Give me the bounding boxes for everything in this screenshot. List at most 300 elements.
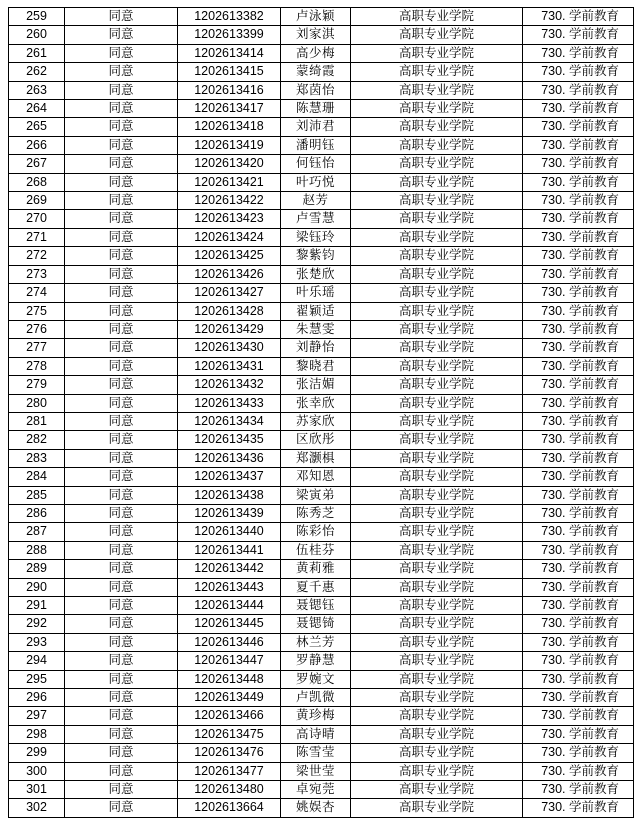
student-name-cell: 夏千惠 [281,578,351,596]
student-name-cell: 黄莉雅 [281,560,351,578]
table-row [9,762,634,780]
row-number-cell: 267 [9,155,65,173]
approval-status-cell: 同意 [65,762,178,780]
row-number-cell: 301 [9,781,65,799]
student-name-cell: 林兰芳 [281,633,351,651]
approval-status-cell: 同意 [65,744,178,762]
row-number-cell: 265 [9,118,65,136]
college-cell: 高职专业学院 [351,81,523,99]
table-row [9,228,634,246]
student-id-cell: 1202613477 [178,762,281,780]
student-name-cell: 郑茵怡 [281,81,351,99]
row-number-cell: 289 [9,560,65,578]
table-body [9,8,634,818]
student-id-cell: 1202613435 [178,431,281,449]
college-cell: 高职专业学院 [351,210,523,228]
table-row [9,633,634,651]
student-id-cell: 1202613434 [178,412,281,430]
table-row [9,412,634,430]
student-id-cell: 1202613438 [178,486,281,504]
table-row [9,597,634,615]
college-cell: 高职专业学院 [351,247,523,265]
student-id-cell: 1202613414 [178,44,281,62]
major-cell: 730. 学前教育 [523,320,634,338]
college-cell: 高职专业学院 [351,707,523,725]
major-cell: 730. 学前教育 [523,210,634,228]
college-cell: 高职专业学院 [351,615,523,633]
student-name-cell: 刘家淇 [281,26,351,44]
table-row [9,265,634,283]
table-row [9,781,634,799]
student-id-cell: 1202613427 [178,284,281,302]
student-name-cell: 聂锶锜 [281,615,351,633]
table-row [9,44,634,62]
student-id-cell: 1202613443 [178,578,281,596]
approval-status-cell: 同意 [65,412,178,430]
college-cell: 高职专业学院 [351,762,523,780]
major-cell: 730. 学前教育 [523,689,634,707]
approval-status-cell: 同意 [65,504,178,522]
college-cell: 高职专业学院 [351,339,523,357]
student-id-cell: 1202613432 [178,376,281,394]
table-row [9,8,634,26]
table-row [9,210,634,228]
row-number-cell: 286 [9,504,65,522]
college-cell: 高职专业学院 [351,689,523,707]
college-cell: 高职专业学院 [351,744,523,762]
row-number-cell: 293 [9,633,65,651]
student-name-cell: 刘静怡 [281,339,351,357]
college-cell: 高职专业学院 [351,578,523,596]
college-cell: 高职专业学院 [351,449,523,467]
approval-status-cell: 同意 [65,100,178,118]
major-cell: 730. 学前教育 [523,100,634,118]
student-name-cell: 罗静慧 [281,652,351,670]
college-cell: 高职专业学院 [351,376,523,394]
approval-status-cell: 同意 [65,357,178,375]
college-cell: 高职专业学院 [351,265,523,283]
college-cell: 高职专业学院 [351,799,523,817]
student-id-cell: 1202613431 [178,357,281,375]
student-name-cell: 高诗晴 [281,725,351,743]
student-name-cell: 郑灏椇 [281,449,351,467]
approval-status-cell: 同意 [65,26,178,44]
table-row [9,247,634,265]
student-name-cell: 叶乐瑶 [281,284,351,302]
student-id-cell: 1202613436 [178,449,281,467]
approval-status-cell: 同意 [65,689,178,707]
student-name-cell: 苏家欣 [281,412,351,430]
student-name-cell: 伍桂芬 [281,541,351,559]
student-name-cell: 聂锶钰 [281,597,351,615]
row-number-cell: 266 [9,136,65,154]
row-number-cell: 279 [9,376,65,394]
major-cell: 730. 学前教育 [523,376,634,394]
student-id-cell: 1202613416 [178,81,281,99]
major-cell: 730. 学前教育 [523,247,634,265]
table-row [9,376,634,394]
approval-status-cell: 同意 [65,376,178,394]
college-cell: 高职专业学院 [351,63,523,81]
row-number-cell: 261 [9,44,65,62]
college-cell: 高职专业学院 [351,412,523,430]
table-row [9,63,634,81]
approval-status-cell: 同意 [65,339,178,357]
student-id-cell: 1202613430 [178,339,281,357]
college-cell: 高职专业学院 [351,192,523,210]
college-cell: 高职专业学院 [351,228,523,246]
row-number-cell: 280 [9,394,65,412]
approval-status-cell: 同意 [65,173,178,191]
approval-status-cell: 同意 [65,8,178,26]
approval-status-cell: 同意 [65,228,178,246]
college-cell: 高职专业学院 [351,26,523,44]
row-number-cell: 263 [9,81,65,99]
approval-status-cell: 同意 [65,81,178,99]
approval-status-cell: 同意 [65,725,178,743]
major-cell: 730. 学前教育 [523,228,634,246]
row-number-cell: 259 [9,8,65,26]
major-cell: 730. 学前教育 [523,615,634,633]
table-row [9,81,634,99]
student-name-cell: 黎晓君 [281,357,351,375]
student-name-cell: 潘明钰 [281,136,351,154]
table-row [9,523,634,541]
approval-status-cell: 同意 [65,63,178,81]
row-number-cell: 294 [9,652,65,670]
row-number-cell: 268 [9,173,65,191]
row-number-cell: 282 [9,431,65,449]
approval-status-cell: 同意 [65,799,178,817]
table-row [9,689,634,707]
major-cell: 730. 学前教育 [523,725,634,743]
college-cell: 高职专业学院 [351,597,523,615]
approval-status-cell: 同意 [65,652,178,670]
approval-status-cell: 同意 [65,44,178,62]
major-cell: 730. 学前教育 [523,8,634,26]
major-cell: 730. 学前教育 [523,486,634,504]
major-cell: 730. 学前教育 [523,633,634,651]
student-id-cell: 1202613437 [178,468,281,486]
major-cell: 730. 学前教育 [523,762,634,780]
student-id-cell: 1202613441 [178,541,281,559]
table-row [9,744,634,762]
table-row [9,284,634,302]
approval-status-cell: 同意 [65,670,178,688]
approval-status-cell: 同意 [65,615,178,633]
major-cell: 730. 学前教育 [523,284,634,302]
approval-status-cell: 同意 [65,118,178,136]
student-name-cell: 梁世莹 [281,762,351,780]
approval-status-cell: 同意 [65,394,178,412]
student-id-cell: 1202613417 [178,100,281,118]
major-cell: 730. 学前教育 [523,192,634,210]
row-number-cell: 269 [9,192,65,210]
student-id-cell: 1202613420 [178,155,281,173]
college-cell: 高职专业学院 [351,486,523,504]
student-id-cell: 1202613423 [178,210,281,228]
student-name-cell: 叶巧悦 [281,173,351,191]
approval-status-cell: 同意 [65,541,178,559]
student-id-cell: 1202613449 [178,689,281,707]
row-number-cell: 295 [9,670,65,688]
table-row [9,431,634,449]
major-cell: 730. 学前教育 [523,707,634,725]
college-cell: 高职专业学院 [351,523,523,541]
student-id-cell: 1202613475 [178,725,281,743]
student-name-cell: 梁钰玲 [281,228,351,246]
table-row [9,504,634,522]
row-number-cell: 277 [9,339,65,357]
student-id-cell: 1202613447 [178,652,281,670]
student-name-cell: 张楚欣 [281,265,351,283]
student-name-cell: 翟颖适 [281,302,351,320]
student-name-cell: 黎紫钧 [281,247,351,265]
student-id-cell: 1202613442 [178,560,281,578]
college-cell: 高职专业学院 [351,8,523,26]
approval-status-cell: 同意 [65,302,178,320]
student-name-cell: 罗婉文 [281,670,351,688]
major-cell: 730. 学前教育 [523,173,634,191]
student-id-cell: 1202613476 [178,744,281,762]
student-name-cell: 陈秀芝 [281,504,351,522]
row-number-cell: 272 [9,247,65,265]
college-cell: 高职专业学院 [351,541,523,559]
college-cell: 高职专业学院 [351,357,523,375]
major-cell: 730. 学前教育 [523,799,634,817]
major-cell: 730. 学前教育 [523,339,634,357]
college-cell: 高职专业学院 [351,725,523,743]
table-row [9,155,634,173]
row-number-cell: 291 [9,597,65,615]
approval-status-cell: 同意 [65,192,178,210]
table-row [9,615,634,633]
college-cell: 高职专业学院 [351,781,523,799]
approval-status-cell: 同意 [65,449,178,467]
major-cell: 730. 学前教育 [523,541,634,559]
student-id-cell: 1202613440 [178,523,281,541]
row-number-cell: 287 [9,523,65,541]
row-number-cell: 297 [9,707,65,725]
student-id-cell: 1202613419 [178,136,281,154]
major-cell: 730. 学前教育 [523,412,634,430]
major-cell: 730. 学前教育 [523,357,634,375]
row-number-cell: 300 [9,762,65,780]
student-id-cell: 1202613382 [178,8,281,26]
approval-status-cell: 同意 [65,707,178,725]
major-cell: 730. 学前教育 [523,63,634,81]
row-number-cell: 278 [9,357,65,375]
student-name-cell: 陈雪莹 [281,744,351,762]
student-name-cell: 邓知恩 [281,468,351,486]
approval-status-cell: 同意 [65,210,178,228]
approval-status-cell: 同意 [65,578,178,596]
student-id-cell: 1202613439 [178,504,281,522]
student-id-cell: 1202613433 [178,394,281,412]
major-cell: 730. 学前教育 [523,265,634,283]
approval-status-cell: 同意 [65,633,178,651]
table-row [9,192,634,210]
approval-status-cell: 同意 [65,560,178,578]
college-cell: 高职专业学院 [351,173,523,191]
approval-status-cell: 同意 [65,431,178,449]
major-cell: 730. 学前教育 [523,431,634,449]
row-number-cell: 271 [9,228,65,246]
approval-status-cell: 同意 [65,468,178,486]
student-name-cell: 张幸欣 [281,394,351,412]
student-name-cell: 刘沛君 [281,118,351,136]
student-id-cell: 1202613480 [178,781,281,799]
table-row [9,578,634,596]
student-name-cell: 卢凯微 [281,689,351,707]
approval-status-cell: 同意 [65,247,178,265]
row-number-cell: 285 [9,486,65,504]
table-row [9,670,634,688]
student-id-cell: 1202613428 [178,302,281,320]
table-row [9,652,634,670]
college-cell: 高职专业学院 [351,118,523,136]
major-cell: 730. 学前教育 [523,26,634,44]
approval-status-cell: 同意 [65,136,178,154]
student-id-cell: 1202613425 [178,247,281,265]
student-id-cell: 1202613446 [178,633,281,651]
major-cell: 730. 学前教育 [523,394,634,412]
row-number-cell: 260 [9,26,65,44]
approval-status-cell: 同意 [65,523,178,541]
student-id-cell: 1202613664 [178,799,281,817]
row-number-cell: 276 [9,320,65,338]
row-number-cell: 262 [9,63,65,81]
college-cell: 高职专业学院 [351,394,523,412]
student-name-cell: 姚娱杏 [281,799,351,817]
row-number-cell: 273 [9,265,65,283]
student-id-cell: 1202613426 [178,265,281,283]
student-name-cell: 黄珍梅 [281,707,351,725]
student-id-cell: 1202613421 [178,173,281,191]
major-cell: 730. 学前教育 [523,560,634,578]
major-cell: 730. 学前教育 [523,781,634,799]
major-cell: 730. 学前教育 [523,504,634,522]
table-row [9,320,634,338]
row-number-cell: 275 [9,302,65,320]
college-cell: 高职专业学院 [351,284,523,302]
table-row [9,173,634,191]
row-number-cell: 270 [9,210,65,228]
student-name-cell: 梁寅弟 [281,486,351,504]
student-id-cell: 1202613424 [178,228,281,246]
row-number-cell: 298 [9,725,65,743]
student-id-cell: 1202613466 [178,707,281,725]
table-row [9,302,634,320]
college-cell: 高职专业学院 [351,320,523,338]
approval-status-cell: 同意 [65,155,178,173]
major-cell: 730. 学前教育 [523,652,634,670]
college-cell: 高职专业学院 [351,560,523,578]
student-id-cell: 1202613418 [178,118,281,136]
major-cell: 730. 学前教育 [523,449,634,467]
college-cell: 高职专业学院 [351,44,523,62]
table-row [9,707,634,725]
row-number-cell: 299 [9,744,65,762]
row-number-cell: 288 [9,541,65,559]
major-cell: 730. 学前教育 [523,523,634,541]
major-cell: 730. 学前教育 [523,155,634,173]
student-name-cell: 蒙绮霞 [281,63,351,81]
approval-status-cell: 同意 [65,597,178,615]
table-row [9,339,634,357]
approval-status-cell: 同意 [65,284,178,302]
student-id-cell: 1202613399 [178,26,281,44]
student-name-cell: 张洁媚 [281,376,351,394]
row-number-cell: 281 [9,412,65,430]
major-cell: 730. 学前教育 [523,578,634,596]
major-cell: 730. 学前教育 [523,744,634,762]
college-cell: 高职专业学院 [351,468,523,486]
enrollment-table [8,7,634,818]
major-cell: 730. 学前教育 [523,118,634,136]
student-name-cell: 卢雪慧 [281,210,351,228]
college-cell: 高职专业学院 [351,431,523,449]
table-row [9,560,634,578]
table-row [9,26,634,44]
approval-status-cell: 同意 [65,486,178,504]
table-row [9,799,634,817]
row-number-cell: 296 [9,689,65,707]
row-number-cell: 292 [9,615,65,633]
college-cell: 高职专业学院 [351,670,523,688]
table-row [9,449,634,467]
table-row [9,118,634,136]
student-id-cell: 1202613444 [178,597,281,615]
table-row [9,486,634,504]
approval-status-cell: 同意 [65,781,178,799]
major-cell: 730. 学前教育 [523,597,634,615]
table-row [9,357,634,375]
college-cell: 高职专业学院 [351,504,523,522]
student-name-cell: 陈彩怡 [281,523,351,541]
student-name-cell: 赵芳 [281,192,351,210]
table-row [9,725,634,743]
student-name-cell: 卢泳颖 [281,8,351,26]
major-cell: 730. 学前教育 [523,136,634,154]
table-row [9,136,634,154]
table-row [9,394,634,412]
student-name-cell: 高少梅 [281,44,351,62]
student-id-cell: 1202613445 [178,615,281,633]
major-cell: 730. 学前教育 [523,302,634,320]
college-cell: 高职专业学院 [351,633,523,651]
student-name-cell: 朱慧雯 [281,320,351,338]
student-name-cell: 陈慧珊 [281,100,351,118]
approval-status-cell: 同意 [65,320,178,338]
table-row [9,100,634,118]
student-id-cell: 1202613448 [178,670,281,688]
row-number-cell: 264 [9,100,65,118]
major-cell: 730. 学前教育 [523,81,634,99]
table-row [9,468,634,486]
major-cell: 730. 学前教育 [523,670,634,688]
table-row [9,541,634,559]
student-id-cell: 1202613429 [178,320,281,338]
student-name-cell: 卓宛莞 [281,781,351,799]
row-number-cell: 290 [9,578,65,596]
student-name-cell: 何钰怡 [281,155,351,173]
college-cell: 高职专业学院 [351,302,523,320]
row-number-cell: 302 [9,799,65,817]
college-cell: 高职专业学院 [351,100,523,118]
row-number-cell: 274 [9,284,65,302]
college-cell: 高职专业学院 [351,652,523,670]
